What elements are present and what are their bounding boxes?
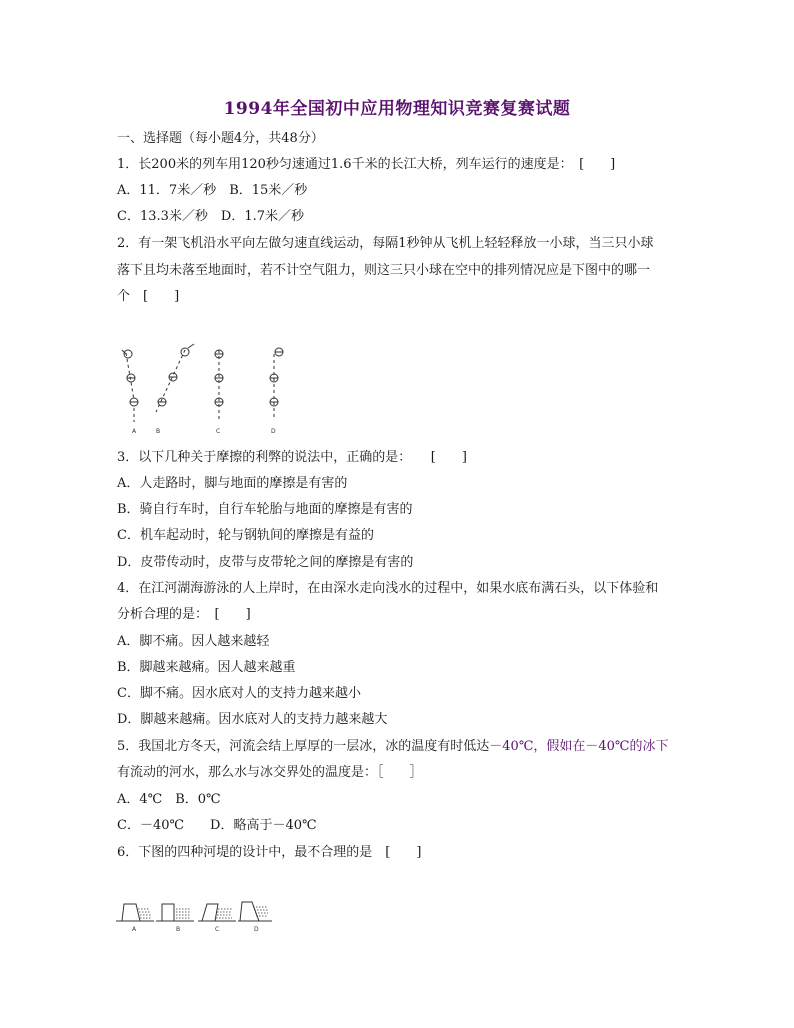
- question-3-option-b: B．骑自行车时，自行车轮胎与地面的摩擦是有害的: [117, 502, 413, 517]
- question-4-option-d: D．脚越来越痛。因水底对人的支持力越来越大: [117, 712, 388, 727]
- question-5-options-ab: A．4℃ B．0℃: [117, 792, 221, 807]
- question-4-option-a: A．脚不痛。因人越来越轻: [117, 634, 270, 649]
- question-4-option-b: B．脚越来越痛。因人越来越重: [117, 660, 296, 675]
- embankment-label-a: A: [132, 926, 137, 933]
- question-1-options-cd: C．13.3米／秒 D．1.7米／秒: [117, 209, 304, 224]
- embankment-label-d: D: [254, 926, 259, 933]
- question-1-options-ab: A．11．7米／秒 B．15米／秒: [117, 183, 308, 198]
- question-6-stem: 6．下图的四种河堤的设计中，最不合理的是 [ ]: [117, 845, 422, 860]
- question-3-option-a: A．人走路时，脚与地面的摩擦是有害的: [117, 476, 348, 491]
- question-3-option-c: C．机车起动时，轮与钢轨间的摩擦是有益的: [117, 528, 374, 543]
- figure-option-a: [122, 350, 138, 422]
- figure-label-b: B: [156, 428, 161, 435]
- question-1-stem: 1．长200米的列车用120秒匀速通过1.6千米的长江大桥，列车运行的速度是： [ ]: [117, 157, 616, 172]
- embankment-figure: [114, 896, 274, 936]
- question-5-stem-line-2: 有流动的河水，那么水与冰交界处的温度是：［ ］: [117, 765, 423, 780]
- question-5-stem-line-1: [117, 739, 668, 755]
- question-3-stem: 3．以下几种关于摩擦的利弊的说法中，正确的是： [ ]: [117, 450, 467, 465]
- figure-option-c: [215, 350, 223, 420]
- embankment-option-d: [238, 902, 272, 921]
- question-5-stem-part-2: －40℃，假如在－40℃的冰下: [489, 739, 669, 754]
- ball-arrangement-figure: [112, 340, 302, 440]
- question-4-stem-line-1: 4．在江河湖海游泳的人上岸时，在由深水走向浅水的过程中，如果水底布满石头，以下体验和: [117, 581, 659, 596]
- embankment-label-b: B: [176, 926, 181, 933]
- question-2-stem-line-3: 个 [ ]: [117, 289, 180, 304]
- embankment-option-a: [116, 904, 154, 921]
- question-2-stem-line-2: 落下且均未落至地面时，若不计空气阻力，则这三只小球在空中的排列情况应是下图中的哪一: [117, 263, 651, 278]
- section-heading: 一、选择题（每小题4分，共48分）: [117, 131, 324, 146]
- figure-label-d: D: [271, 428, 276, 435]
- page-title: 1994年全国初中应用物理知识竞赛复赛试题: [223, 99, 571, 119]
- embankment-option-b: [156, 904, 194, 921]
- question-4-option-c: C．脚不痛。因水底对人的支持力越来越小: [117, 686, 361, 701]
- question-3-option-d: D．皮带传动时，皮带与皮带轮之间的摩擦是有害的: [117, 555, 414, 570]
- question-4-stem-line-2: 分析合理的是： [ ]: [117, 607, 251, 622]
- embankment-label-c: C: [215, 926, 220, 933]
- embankment-option-c: [198, 904, 236, 921]
- figure-option-d: [270, 348, 283, 420]
- figure-label-c: C: [216, 428, 221, 435]
- question-5-stem-part-1: 5．我国北方冬天，河流会结上厚厚的一层冰，冰的温度有时低达: [117, 739, 490, 754]
- question-2-stem-line-1: 2．有一架飞机沿水平向左做匀速直线运动，每隔1秒钟从飞机上轻轻释放一小球，当三只小球: [117, 236, 654, 251]
- question-5-options-cd: C．－40℃ D．略高于－40℃: [117, 818, 317, 833]
- figure-option-b: [156, 344, 194, 412]
- figure-label-a: A: [132, 428, 137, 435]
